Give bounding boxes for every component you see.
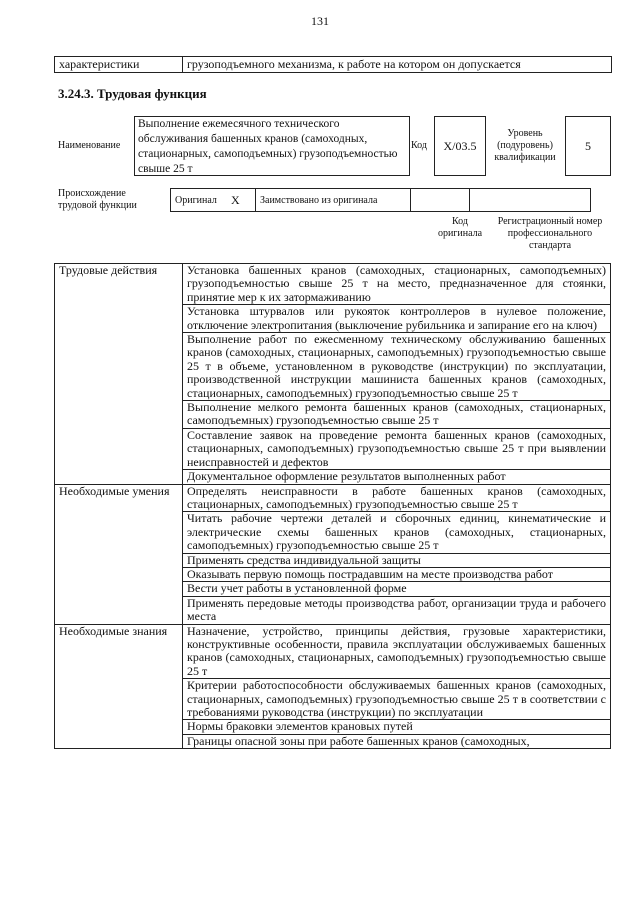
continuation-right: грузоподъемного механизма, к работе на котором он допускается [183,57,612,73]
origin-table [170,188,591,212]
function-name: Выполнение ежемесячного технического обслуживания башенных кранов (самоходных, стационарных, самоподъемных) грузоподъемностью свыше 25 т [134,116,410,176]
page-number: 131 [311,14,329,28]
list-item: Установка штурвалов или рукояток контроллеров в нулевое положение, отключение электропитания (выключение рубильника и запирание его на ключ) [183,305,611,333]
list-item: Назначение, устройство, принципы действия, грузовые характеристики, конструктивные особенности, правила эксплуатации обслуживаемых башенных кранов (самоходных, стационарных, самоподъемных) грузоподъемностью свыше 25 т [183,624,611,679]
list-item: Выполнение мелкого ремонта башенных кранов (самоходных, стационарных, самоподъемных) грузоподъемностью свыше 25 т [183,401,611,429]
continuation-row [54,56,612,73]
section-title: 3.24.3. Трудовая функция [58,86,207,101]
list-item: Применять передовые методы производства работ, организации труда и рабочего места [183,596,611,624]
qualification-level: 5 [565,116,611,176]
function-details-table [54,263,611,749]
list-item: Определять неисправности в работе башенных кранов (самоходных, стационарных, самоподъемных) грузоподъемностью свыше 25 т [183,484,611,512]
section-header: Необходимые знания [55,624,183,749]
list-item: Применять средства индивидуальной защиты [183,553,611,567]
original-mark: X [227,189,256,212]
section-header: Необходимые умения [55,484,183,624]
origin-code-cell [411,189,470,212]
name-label: Наименование [58,140,121,151]
code-label: Код [411,140,427,151]
list-item: Установка башенных кранов (самоходных, стационарных, самоподъемных) грузоподъемностью свыше 25 т на место, предназначенное для стоянки, принятие мер к их затормаживанию [183,264,611,305]
list-item: Выполнение работ по ежесменному техническому обслуживанию башенных кранов (самоходных, стационарных, самоподъемных) грузоподъемностью свыше 25 т в объеме, установленном в руководстве (инструкции) по эксплуатации, производственной инструкции машиниста башенных кранов (самоходных, стационарных, самоподъемных) грузоподъемностью свыше 25 т [183,333,611,401]
origin-label: Происхождение трудовой функции [58,188,137,211]
table-row [55,624,611,679]
function-code: X/03.5 [434,116,486,176]
code-caption: Код оригинала [437,216,483,239]
continuation-left: характеристики [55,57,183,73]
section-header: Трудовые действия [55,264,183,485]
borrowed-label: Заимствовано из оригинала [256,189,411,212]
table-row [55,484,611,512]
list-item: Оказывать первую помощь пострадавшим на месте производства работ [183,567,611,581]
list-item: Границы опасной зоны при работе башенных кранов (самоходных, [183,734,611,748]
list-item: Нормы браковки элементов крановых путей [183,720,611,734]
list-item: Составление заявок на проведение ремонта башенных кранов (самоходных, стационарных, самоподъемных) грузоподъемностью свыше 25 т при выявлении неисправностей и дефектов [183,428,611,469]
original-label: Оригинал [171,189,228,212]
list-item: Критерии работоспособности обслуживаемых башенных кранов (самоходных, стационарных, самоподъемных) грузоподъемностью свыше 25 т в соответствии с требованиями руководства (инструкции) по эксплуатации [183,679,611,720]
list-item: Документальное оформление результатов выполненных работ [183,470,611,484]
reg-number-cell [470,189,591,212]
list-item: Вести учет работы в установленной форме [183,582,611,596]
list-item: Читать рабочие чертежи деталей и сборочных единиц, кинематические и электрические схемы башенных кранов (самоходных, стационарных, самоподъемных) грузоподъемностью свыше 25 т [183,512,611,553]
reg-caption: Регистрационный номер профессионального стандарта [497,216,603,251]
level-label: Уровень (подуровень) квалификации [494,128,556,163]
table-row [55,264,611,305]
